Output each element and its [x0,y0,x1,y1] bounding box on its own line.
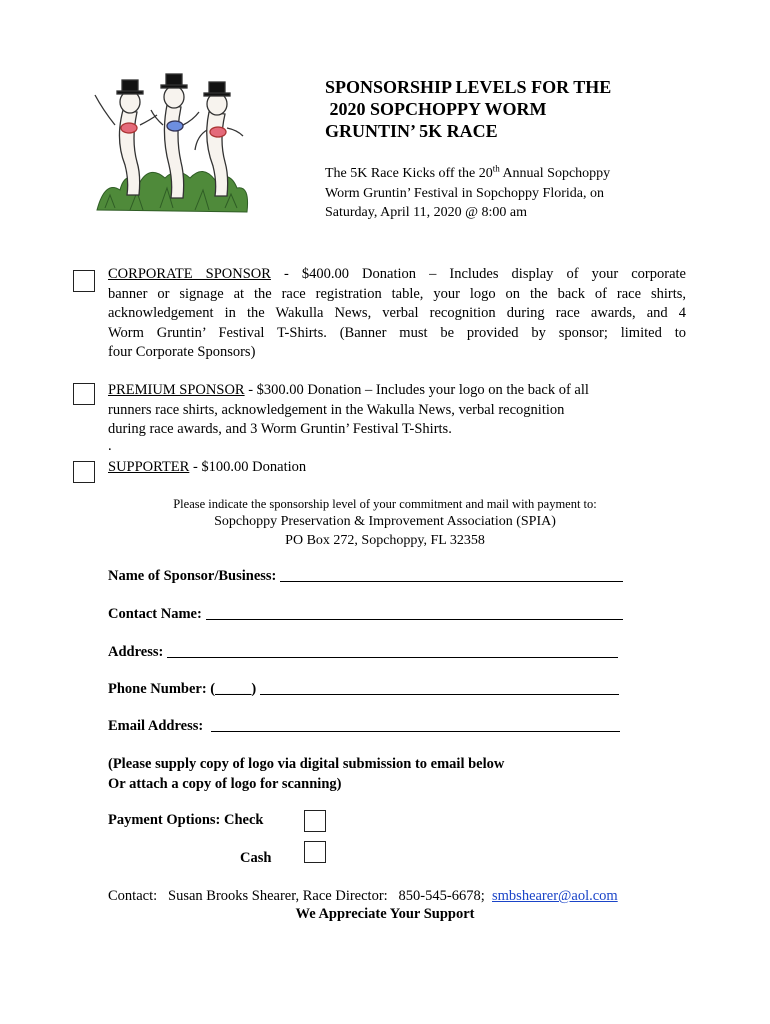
check-payment-checkbox[interactable] [304,810,326,832]
event-description [325,164,685,223]
event-text: Annual Sopchoppy [499,166,611,181]
contact-name-label: Contact Name: [108,606,202,622]
event-description-line: Saturday, April 11, 2020 @ 8:00 am [325,205,528,220]
phone-label: Phone Number: (_____) [108,681,257,697]
event-description-line: Worm Gruntin’ Festival in Sopchoppy Florida, on [325,185,604,201]
contact-text: Contact: Susan Brooks Shearer, Race Director: 850-545-6678; [108,888,492,904]
option-text: - $400.00 Donation – Includes display of your corporate [270,266,686,282]
supporter-label: SUPPORTER [108,459,190,475]
worm-mascots-illustration [85,70,260,220]
premium-sponsor-option [108,381,686,452]
address-line[interactable] [167,656,618,658]
mailing-address: PO Box 272, Sopchoppy, FL 32358 [285,533,485,548]
option-line: banner or signage at the race registration table, your logo on the back of race shirts, [108,285,686,302]
option-line: during race awards, and 3 Worm Gruntin’ Festival T-Shirts. [108,421,452,437]
supporter-checkbox[interactable] [73,461,95,483]
thanks-message: We Appreciate Your Support [295,906,475,922]
sponsor-name-field[interactable] [108,568,623,585]
option-text: - $300.00 Donation – Includes your logo on the back of all [244,382,589,398]
logo-note-line: (Please supply copy of logo via digital submission to email below [108,756,505,772]
sponsor-name-label: Name of Sponsor/Business: [108,568,277,584]
option-line [108,381,686,401]
title-line: 2020 SOPCHOPPY WORM [325,99,547,119]
contact-name-field[interactable] [108,606,623,623]
phone-field[interactable] [108,681,619,698]
option-line [108,265,686,285]
logo-note [108,755,686,794]
address-field[interactable] [108,644,618,661]
premium-sponsor-label: PREMIUM SPONSOR [108,382,245,398]
address-label: Address: [108,644,164,660]
corporate-sponsor-option [108,265,686,363]
option-line [108,458,686,478]
event-description-line [325,164,685,184]
cash-payment-checkbox[interactable] [304,841,326,863]
mailing-instruction: Please indicate the sponsorship level of your commitment and mail with payment to: [173,497,597,511]
payment-options-label: Payment Options: Check [108,812,264,828]
contact-email-link[interactable]: smbshearer@aol.com [492,888,618,904]
option-line: acknowledgement in the Wakulla News, verbal recognition during race awards, and 4 [108,305,686,321]
option-line: runners race shirts, acknowledgement in the Wakulla News, verbal recognition [108,401,565,418]
option-line: . [108,437,112,454]
logo-note-line: Or attach a copy of logo for scanning) [108,775,342,792]
mailing-organization: Sopchoppy Preservation & Improvement Association (SPIA) [214,514,556,529]
contact-name-line[interactable] [206,618,623,620]
option-text: - $100.00 Donation [189,459,307,475]
option-line: four Corporate Sponsors) [108,344,256,360]
cash-label: Cash [240,850,272,866]
option-line: Worm Gruntin’ Festival T-Shirts. (Banner must be provided by sponsor; limited to [108,324,686,341]
ordinal-suffix: th [492,163,500,174]
page-title [325,76,685,142]
title-line: GRUNTIN’ 5K RACE [325,121,498,141]
corporate-sponsor-checkbox[interactable] [73,270,95,292]
supporter-option [108,458,686,478]
corporate-sponsor-label: CORPORATE SPONSOR [108,266,271,282]
email-line[interactable] [211,730,620,732]
sponsor-name-line[interactable] [280,580,623,582]
event-text: The 5K Race Kicks off the 20 [325,166,493,181]
email-field[interactable] [108,718,620,735]
phone-line[interactable] [260,693,619,695]
email-label: Email Address: [108,718,204,734]
premium-sponsor-checkbox[interactable] [73,383,95,405]
title-line: SPONSORSHIP LEVELS FOR THE [325,77,612,97]
contact-info [108,887,686,907]
